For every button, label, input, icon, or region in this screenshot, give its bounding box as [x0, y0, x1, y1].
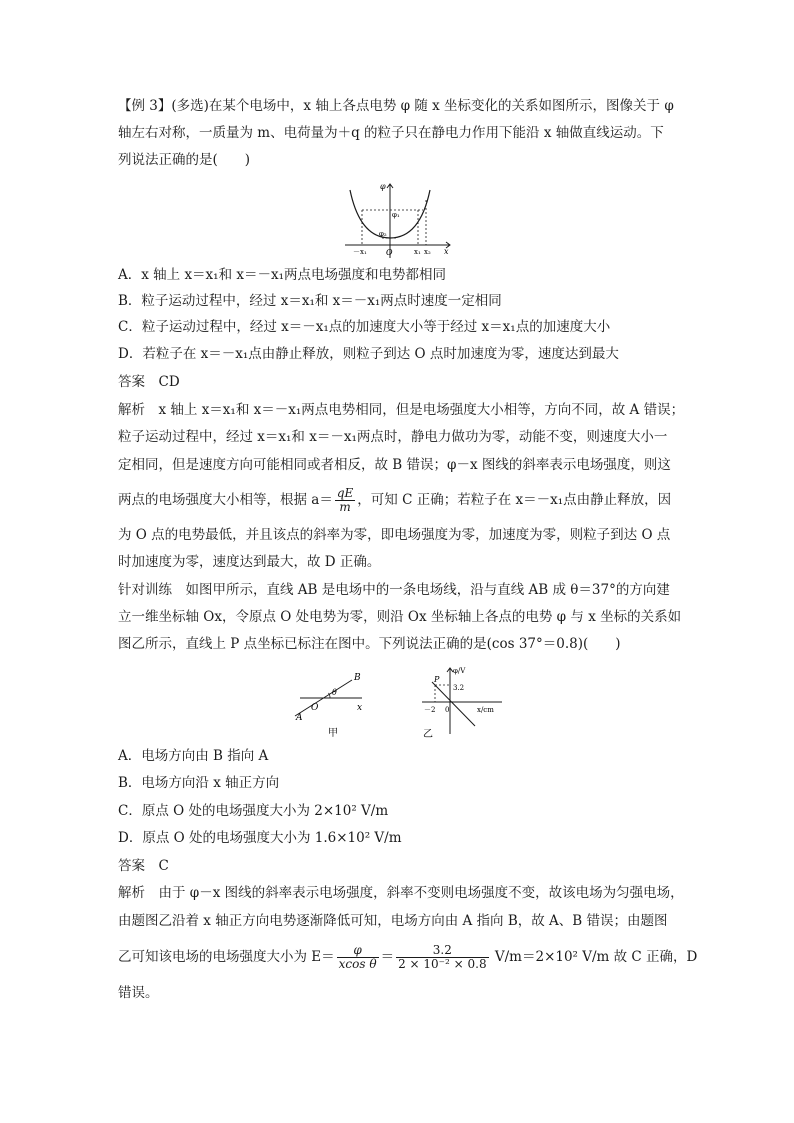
yi-xaxis-label: x/cm — [477, 706, 494, 714]
field-fraction-2 — [396, 944, 489, 971]
example-answer: 答案 CD — [118, 374, 180, 390]
y-tick-3-2: 3.2 — [453, 684, 465, 692]
x2-label: x₂ — [424, 248, 431, 256]
zero-label: 0 — [445, 706, 450, 714]
label-a: A — [296, 713, 303, 723]
example-analysis-3: 定相同，但是速度方向可能相同或者相反，故 B 错误；φ－x 图线的斜率表示电场强度，则这 — [118, 457, 671, 473]
x1-label: x₁ — [414, 248, 421, 256]
x-axis-label: x — [444, 247, 449, 256]
phi2-label: φ₂ — [379, 230, 387, 238]
label-p: P — [434, 675, 440, 684]
origin-label: O — [386, 248, 393, 257]
example-text-1: (多选)在某个电场中，x 轴上各点电势 φ 随 x 坐标变化的关系如图所示，图像关于 φ — [171, 98, 674, 114]
example-option-b: B．粒子运动过程中，经过 x＝x₁和 x＝－x₁两点时速度一定相同 — [118, 293, 502, 309]
formula-post-text: ，可知 C 正确；若粒子在 x＝－x₁点由静止释放，因 — [357, 492, 672, 508]
fraction-numerator: qE — [336, 486, 354, 500]
example-option-c: C．粒子运动过程中，经过 x＝－x₁点的加速度大小等于经过 x＝x₁点的加速度大小 — [118, 319, 611, 335]
example-analysis-formula-line — [118, 485, 678, 515]
example-analysis-5: 为 O 点的电势最低，并且该点的斜率为零，即电场强度为零，加速度为零，则粒子到达 O 点 — [118, 527, 671, 543]
practice-analysis-2: 由题图乙沿着 x 轴正方向电势逐渐降低可知，电场方向由 A 指向 B，故 A、B 错误；由题图 — [118, 913, 668, 929]
practice-option-d: D．原点 O 处的电场强度大小为 1.6×10² V/m — [118, 830, 402, 846]
caption-yi: 乙 — [423, 729, 433, 740]
caption-jia: 甲 — [328, 728, 338, 739]
practice-formula-line — [118, 940, 698, 974]
example-line-3: 列说法正确的是( ) — [118, 152, 251, 168]
yi-yaxis-label: φ/V — [453, 667, 466, 675]
label-o: O — [311, 703, 319, 713]
label-theta: θ — [332, 688, 337, 697]
practice-line-3: 图乙所示，直线上 P 点坐标已标注在图中。下列说法正确的是(cos 37°＝0.8)( ) — [118, 636, 621, 652]
phi-axis-label: φ — [380, 182, 386, 191]
practice-answer: 答案 C — [118, 858, 169, 874]
practice-line-1: 针对训练 如图甲所示，直线 AB 是电场中的一条电场线，沿与直线 AB 成 θ＝37°的方向建 — [118, 582, 670, 598]
field-fraction-2-den: 2 × 10⁻² × 0.8 — [398, 957, 487, 971]
practice-formula-pre: 乙可知该电场的电场强度大小为 E＝ — [118, 949, 335, 965]
practice-option-c: C．原点 O 处的电场强度大小为 2×10² V/m — [118, 803, 389, 819]
acceleration-fraction — [335, 487, 355, 514]
field-fraction-1-num: φ — [337, 944, 379, 958]
figure-yi — [420, 660, 510, 740]
practice-formula-post: V/m＝2×10² V/m 故 C 正确，D — [494, 949, 698, 965]
example-analysis-2: 粒子运动过程中，经过 x＝x₁和 x＝－x₁两点时，静电力做功为零，动能不变，则速度大小一 — [118, 429, 668, 445]
fraction-denominator: m — [339, 500, 351, 514]
figure-jia — [290, 668, 375, 740]
example-option-d: D．若粒子在 x＝－x₁点由静止释放，则粒子到达 O 点时加速度为零，速度达到最大 — [118, 346, 619, 362]
formula-equals: ＝ — [380, 949, 395, 965]
example-line-2: 轴左右对称，一质量为 m、电荷量为＋q 的粒子只在静电力作用下能沿 x 轴做直线运动。下 — [118, 125, 664, 141]
formula-pre-text: 两点的电场强度大小相等，根据 a＝ — [118, 492, 333, 508]
x-tick-neg-2: －2 — [424, 706, 436, 714]
neg-x1-label: －x₁ — [353, 248, 367, 256]
example-analysis-1: 解析 x 轴上 x＝x₁和 x＝－x₁两点电势相同，但是电场强度大小相等，方向不同，故 A 错误； — [118, 402, 685, 418]
label-x: x — [357, 703, 363, 713]
practice-line-2: 立一维坐标轴 Ox，令原点 O 处电势为零，则沿 Ox 坐标轴上各点的电势 φ 与 x 坐标的关系如 — [118, 609, 682, 625]
example-analysis-6: 时加速度为零，速度达到最大，故 D 正确。 — [118, 554, 381, 570]
field-fraction-1 — [337, 944, 379, 971]
practice-analysis-last: 错误。 — [118, 985, 159, 1001]
label-b: B — [354, 673, 361, 683]
practice-analysis-1: 解析 由于 φ－x 图线的斜率表示电场强度，斜率不变则电场强度不变，故该电场为匀强电场， — [118, 885, 684, 901]
field-fraction-1-den: xcos θ — [338, 957, 377, 971]
phi1-label: φ₁ — [392, 211, 400, 219]
example-option-a: A．x 轴上 x＝x₁和 x＝－x₁两点电场强度和电势都相同 — [118, 267, 447, 283]
practice-option-b: B．电场方向沿 x 轴正方向 — [118, 775, 280, 791]
field-fraction-2-num: 3.2 — [396, 944, 489, 958]
potential-graph-figure — [340, 180, 455, 260]
example-line-1 — [118, 96, 678, 116]
example-tag: 【例 3】 — [118, 98, 172, 114]
practice-option-a: A．电场方向由 B 指向 A — [118, 748, 269, 764]
